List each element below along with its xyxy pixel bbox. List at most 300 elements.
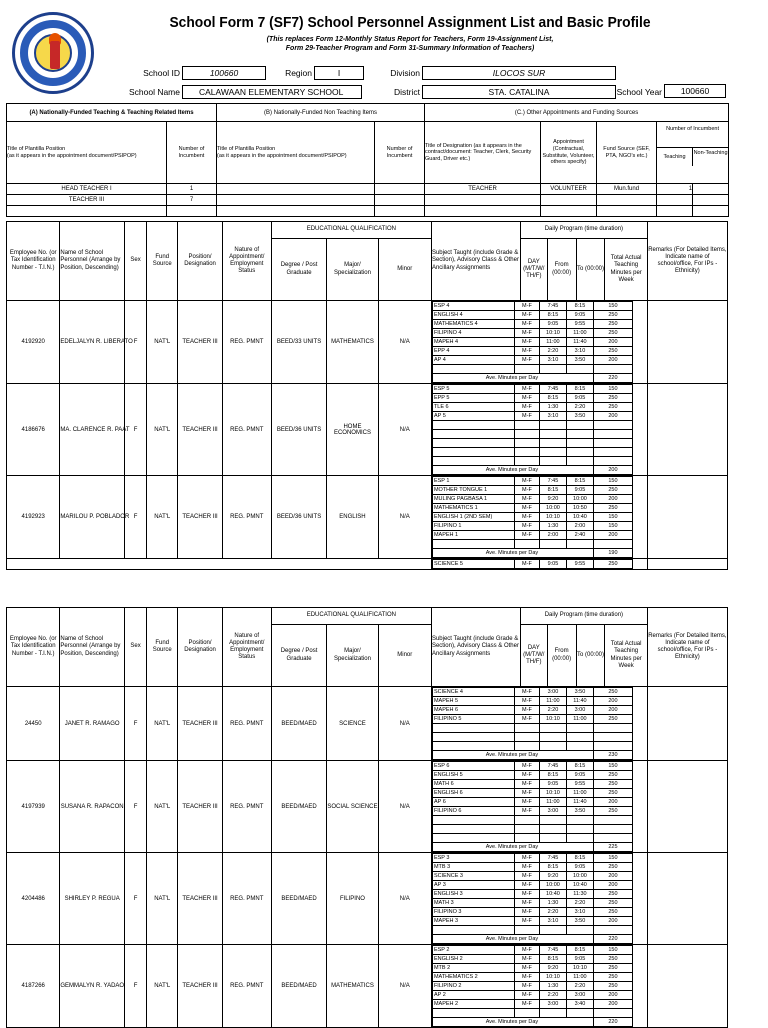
subject-day: M-F [514,311,539,320]
subject-name: FILIPINO 5 [432,715,514,724]
school-name-label: School Name [128,87,180,97]
appointment-header: Appointment (Contractual, Substitute, Volunteer, others specify) [541,122,597,184]
ave-minutes-value: 220 [593,374,632,383]
subject-to: 8:15 [566,762,593,771]
plantilla-title-b: Title of Plantilla Position [217,145,276,152]
emp-no: 4187266 [7,945,60,1028]
fund-source: NAT'L [147,945,178,1028]
subject-row [432,412,632,421]
subject-minutes: 150 [593,854,632,863]
fund-source: NAT'L [147,476,178,559]
subject-minutes: 250 [593,780,632,789]
col-position: Position/ Designation [178,608,223,687]
subject-row [432,338,632,347]
subject-from: 10:10 [539,789,566,798]
subject-name: AP 4 [432,356,514,365]
subject-to: 11:00 [566,715,593,724]
subject-to: 2:20 [566,403,593,412]
subject-name: MATHEMATICS 4 [432,320,514,329]
form-subtitle-2: Form 29-Teacher Program and Form 31-Summary Information of Teachers) [285,45,535,52]
school-year-field[interactable]: 100660 [664,84,726,98]
subject-name: EPP 5 [432,394,514,403]
position: TEACHER III [178,761,223,853]
subject-minutes: 250 [593,908,632,917]
non-teaching-header: Non-Teaching [693,149,728,156]
subject-row [432,955,632,964]
col-subject: Subject Taught (include Grade & Section), Advisory Class & Other Ancillary Assignments [431,608,520,687]
subject-from: 10:40 [539,890,566,899]
position: TEACHER III [178,301,223,384]
col-fund: Fund Source [147,608,178,687]
subject-from: 7:45 [539,477,566,486]
col-minor: Minor [378,239,431,301]
subject-from: 7:45 [539,302,566,311]
subject-minutes: 200 [593,356,632,365]
subject-minutes: 150 [593,946,632,955]
subject-to: 3:00 [566,991,593,1000]
subject-row [432,798,632,807]
subject-minutes: 200 [593,495,632,504]
subject-to: 9:55 [566,780,593,789]
nature-appointment: REG. PMNT [222,384,271,476]
subject-from: 11:00 [539,697,566,706]
personnel-row [7,301,728,384]
subject-day: M-F [514,973,539,982]
school-name-field[interactable]: CALAWAAN ELEMENTARY SCHOOL [182,85,362,99]
school-id-field[interactable]: 100660 [182,66,266,80]
subject-from: 3:00 [539,688,566,697]
minor: N/A [378,687,431,761]
subject-from: 10:00 [539,504,566,513]
subject-minutes: 200 [593,706,632,715]
sex: F [124,853,146,945]
subject-from: 2:20 [539,706,566,715]
col-emp-no: Employee No. (or Tax Identification Number - T.I.N.) [7,222,60,301]
minor: N/A [378,853,431,945]
num-incumbent-c [657,122,729,184]
col-name: Name of School Personnel (Arrange by Position, Descending) [60,608,125,687]
subject-row [432,982,632,991]
subject-name: MAPEH 3 [432,917,514,926]
subject-day: M-F [514,955,539,964]
subject-row [432,991,632,1000]
subject-minutes: 250 [593,955,632,964]
subject-name: ESP 5 [432,385,514,394]
subject-row [432,385,632,394]
emp-no: 4192920 [7,301,60,384]
subject-day: M-F [514,347,539,356]
subject-name: AP 5 [432,412,514,421]
emp-no: 24450 [7,687,60,761]
personnel-table-page-2 [6,607,728,1024]
subject-day: M-F [514,302,539,311]
subject-name: ENGLISH 5 [432,771,514,780]
subject-day: M-F [514,991,539,1000]
col-to: To (00:00) [576,625,605,687]
subject-minutes: 150 [593,385,632,394]
subject-to: 3:50 [566,807,593,816]
sex: F [124,761,146,853]
subject-minutes: 250 [593,715,632,724]
plantilla-note-a: (as it appears in the appointment document/PSIPOP) [7,152,137,159]
subject-to: 9:05 [566,486,593,495]
subject-row [432,688,632,697]
fund-source-header: Fund Source (SEF, PTA, NGO's etc.) [597,122,657,184]
subject-minutes: 250 [593,964,632,973]
subject-row [432,762,632,771]
ave-minutes-label: Ave. Minutes per Day [432,466,593,475]
subject-from: 8:15 [539,486,566,495]
col-major: Major/ Specialization [327,239,378,301]
personnel-name: JANET R. RAMAGO [60,687,125,761]
subject-to: 8:15 [566,946,593,955]
teaching-header: Teaching [657,148,693,167]
subject-day: M-F [514,771,539,780]
subject-day: M-F [514,798,539,807]
subject-minutes: 250 [593,394,632,403]
subject-day: M-F [514,513,539,522]
subject-day: M-F [514,403,539,412]
subject-to: 8:15 [566,477,593,486]
fund-source: NAT'L [147,853,178,945]
division-label: Division [390,68,420,78]
subject-row [432,302,632,311]
subject-minutes: 250 [593,311,632,320]
subject-minutes: 250 [593,789,632,798]
subject-from: 8:15 [539,955,566,964]
subject-from: 9:05 [539,320,566,329]
subject-to: 3:10 [566,908,593,917]
subject-name: SCIENCE 5 [432,560,514,569]
subject-to: 9:05 [566,311,593,320]
subject-day: M-F [514,412,539,421]
subject-from: 10:10 [539,715,566,724]
subject-to: 2:20 [566,899,593,908]
col-daily-program: Daily Program (time duration) [520,222,647,239]
subject-to: 3:50 [566,917,593,926]
col-sex: Sex [124,608,146,687]
degree: BEED/33 UNITS [271,301,327,384]
subject-from: 8:15 [539,394,566,403]
subject-row [432,807,632,816]
subject-row [432,780,632,789]
personnel-row [7,945,728,1028]
subject-name: EPP 4 [432,347,514,356]
subject-from: 9:05 [539,780,566,789]
col-subject: Subject Taught (include Grade & Section), Advisory Class & Other Ancillary Assignments [431,222,520,301]
subject-minutes: 200 [593,917,632,926]
subject-name: ESP 2 [432,946,514,955]
subject-day: M-F [514,872,539,881]
subject-from: 3:00 [539,807,566,816]
nature-appointment: REG. PMNT [222,687,271,761]
col-minor: Minor [378,625,431,687]
a-row-1-position: HEAD TEACHER I [7,184,167,195]
degree: BEED/MAED [271,945,327,1028]
minor: N/A [378,384,431,476]
num-incumbent-a: Number of Incumbent [167,122,217,184]
subject-name: MAPEH 1 [432,531,514,540]
subject-name: MAPEH 2 [432,1000,514,1009]
nature-appointment: REG. PMNT [222,301,271,384]
subject-minutes: 250 [593,486,632,495]
subject-name: MAPEH 5 [432,697,514,706]
subject-name: ENGLISH 1 (2ND SEM) [432,513,514,522]
personnel-row [7,687,728,761]
fund-source: NAT'L [147,687,178,761]
position: TEACHER III [178,476,223,559]
subject-name: ENGLISH 2 [432,955,514,964]
subject-row [432,311,632,320]
major: SOCIAL SCIENCE [327,761,378,853]
subject-to: 2:40 [566,531,593,540]
subject-name: FILIPINO 2 [432,982,514,991]
subject-row [432,522,632,531]
nature-appointment: REG. PMNT [222,761,271,853]
subject-day: M-F [514,917,539,926]
subject-name: ENGLISH 6 [432,789,514,798]
subject-minutes: 150 [593,522,632,531]
subject-name: ENGLISH 3 [432,890,514,899]
subject-to: 11:00 [566,789,593,798]
ave-minutes-value: 220 [593,1018,632,1027]
emp-no: 4186676 [7,384,60,476]
col-remarks: Remarks (For Detailed Items, Indicate name of school/office, For IPs -Ethnicity) [647,222,727,301]
col-position: Position/ Designation [178,222,223,301]
subject-minutes: 250 [593,807,632,816]
remarks [647,301,727,384]
subject-day: M-F [514,890,539,899]
subject-day: M-F [514,394,539,403]
minor: N/A [378,476,431,559]
section-a-title: (A) Nationally-Funded Teaching & Teaching Related Items [7,104,217,122]
subject-day: M-F [514,899,539,908]
subject-name: ESP 6 [432,762,514,771]
subject-minutes: 250 [593,982,632,991]
school-id-label: School ID [143,68,180,78]
c-row-1-non-teaching [693,184,729,195]
subject-from: 8:15 [539,311,566,320]
col-day: DAY (M/T/W/ TH/F) [520,625,547,687]
subject-row [432,320,632,329]
subject-from: 3:10 [539,917,566,926]
emp-no: 4197939 [7,761,60,853]
subject-from: 11:00 [539,338,566,347]
subject-day: M-F [514,789,539,798]
subject-to: 10:00 [566,495,593,504]
subject-minutes: 200 [593,1000,632,1009]
minor: N/A [378,761,431,853]
subject-day: M-F [514,688,539,697]
major: SCIENCE [327,687,378,761]
subject-from: 10:00 [539,881,566,890]
subject-name: MOTHER TONGUE 1 [432,486,514,495]
col-from: From (00:00) [547,239,576,301]
personnel-name: MARILOU P. POBLADOR [60,476,125,559]
subject-name: ESP 4 [432,302,514,311]
subject-day: M-F [514,385,539,394]
remarks [647,384,727,476]
subject-to: 8:15 [566,854,593,863]
subject-day: M-F [514,946,539,955]
summary-table [6,103,729,217]
subject-day: M-F [514,1000,539,1009]
position: TEACHER III [178,853,223,945]
subject-row [432,329,632,338]
district-label: District [394,87,420,97]
subject-from: 9:20 [539,872,566,881]
c-row-1-fund: Mun.fund [597,184,657,195]
personnel-name: EDELJALYN R. LIBERATO [60,301,125,384]
division-field[interactable]: ILOCOS SUR [422,66,616,80]
subject-to: 11:40 [566,338,593,347]
ave-minutes-label: Ave. Minutes per Day [432,1018,593,1027]
remarks [647,853,727,945]
subject-minutes: 200 [593,872,632,881]
subject-minutes: 200 [593,991,632,1000]
c-row-1-designation: TEACHER [425,184,541,195]
subject-to: 11:30 [566,890,593,899]
col-to: To (00:00) [576,239,605,301]
nature-appointment: REG. PMNT [222,476,271,559]
col-total: Total Actual Teaching Minutes per Week [605,625,647,687]
num-incumbent-c-label: Number of Incumbent [666,126,719,132]
remarks [647,761,727,853]
section-c-title: (C.) Other Appointments and Funding Sources [425,104,729,122]
subject-minutes: 200 [593,697,632,706]
subject-from: 8:15 [539,771,566,780]
subject-minutes: 250 [593,320,632,329]
subject-name: ESP 3 [432,854,514,863]
ave-minutes-label: Ave. Minutes per Day [432,751,593,760]
subject-minutes: 200 [593,531,632,540]
subject-day: M-F [514,477,539,486]
major: HOME ECONOMICS [327,384,378,476]
region-field[interactable]: I [314,66,364,80]
major: MATHEMATICS [327,301,378,384]
subject-row [432,908,632,917]
subject-from: 9:20 [539,495,566,504]
subject-name: MULING PAGBASA 1 [432,495,514,504]
subject-row [432,973,632,982]
degree: BEED/MAED [271,853,327,945]
minor: N/A [378,945,431,1028]
subject-minutes: 150 [593,302,632,311]
subject-row [432,706,632,715]
col-total: Total Actual Teaching Minutes per Week [605,239,647,301]
subject-to: 11:40 [566,697,593,706]
subject-day: M-F [514,531,539,540]
subject-row [432,513,632,522]
subject-row [432,504,632,513]
subject-row [432,881,632,890]
subject-minutes: 250 [593,403,632,412]
subject-day: M-F [514,522,539,531]
subject-name: MAPEH 6 [432,706,514,715]
major: ENGLISH [327,476,378,559]
district-field[interactable]: STA. CATALINA [422,85,616,99]
subject-row [432,872,632,881]
subject-from: 9:20 [539,964,566,973]
fund-source: NAT'L [147,384,178,476]
col-daily-program: Daily Program (time duration) [520,608,647,625]
subject-day: M-F [514,807,539,816]
subject-minutes: 250 [593,504,632,513]
position: TEACHER III [178,384,223,476]
subject-to: 3:50 [566,412,593,421]
col-emp-no: Employee No. (or Tax Identification Number - T.I.N.) [7,608,60,687]
degree: BEED/MAED [271,687,327,761]
subject-day: M-F [514,329,539,338]
num-incumbent-b: Number of Incumbent [375,122,425,184]
designation-title: Title of Designation [425,142,472,149]
region-label: Region [285,68,312,78]
subject-from: 2:20 [539,347,566,356]
subject-day: M-F [514,356,539,365]
col-fund: Fund Source [147,222,178,301]
subject-name: MTB 3 [432,863,514,872]
section-b-title: (B) Nationally-Funded Non Teaching Items [217,104,425,122]
subject-minutes: 250 [593,973,632,982]
ave-minutes-label: Ave. Minutes per Day [432,843,593,852]
subject-minutes: 200 [593,412,632,421]
remarks [647,476,727,559]
subject-to: 10:50 [566,504,593,513]
sex: F [124,687,146,761]
subject-day: M-F [514,338,539,347]
ave-minutes-value: 225 [593,843,632,852]
c-row-1-teaching: 1 [657,184,693,195]
subject-row [432,899,632,908]
subject-name: SCIENCE 3 [432,872,514,881]
ave-minutes-value: 190 [593,549,632,558]
subject-minutes: 250 [593,347,632,356]
col-nature: Nature of Appointment/ Employment Status [222,222,271,301]
personnel-name: SHIRLEY P. REGUA [60,853,125,945]
subject-from: 1:30 [539,899,566,908]
ave-minutes-value: 230 [593,751,632,760]
subject-day: M-F [514,982,539,991]
subject-to: 3:50 [566,356,593,365]
form-subtitle-1: (This replaces Form 12-Monthly Status Report for Teachers, Form 19-Assignment List, [266,36,554,43]
subject-to: 9:05 [566,955,593,964]
subject-to: 11:00 [566,973,593,982]
major: MATHEMATICS [327,945,378,1028]
subject-name: ENGLISH 4 [432,311,514,320]
subject-from: 7:45 [539,762,566,771]
subject-minutes: 250 [593,863,632,872]
subject-from: 1:30 [539,522,566,531]
subject-name: TLE 6 [432,403,514,412]
subject-day: M-F [514,320,539,329]
subject-from: 7:45 [539,854,566,863]
subject-name: FILIPINO 3 [432,908,514,917]
personnel-name: SUSANA R. RAPACON [60,761,125,853]
subject-name: AP 2 [432,991,514,1000]
subject-day: M-F [514,863,539,872]
a-row-2-count: 7 [167,195,217,206]
subject-row [432,347,632,356]
subject-name: MTB 2 [432,964,514,973]
subject-to: 3:50 [566,688,593,697]
subject-name: MATHEMATICS 1 [432,504,514,513]
subject-to: 3:40 [566,1000,593,1009]
subject-to: 10:40 [566,513,593,522]
subject-from: 2:20 [539,991,566,1000]
subject-day: M-F [514,715,539,724]
col-edu-qual: EDUCATIONAL QUALIFICATION [271,222,431,239]
subject-name: AP 3 [432,881,514,890]
